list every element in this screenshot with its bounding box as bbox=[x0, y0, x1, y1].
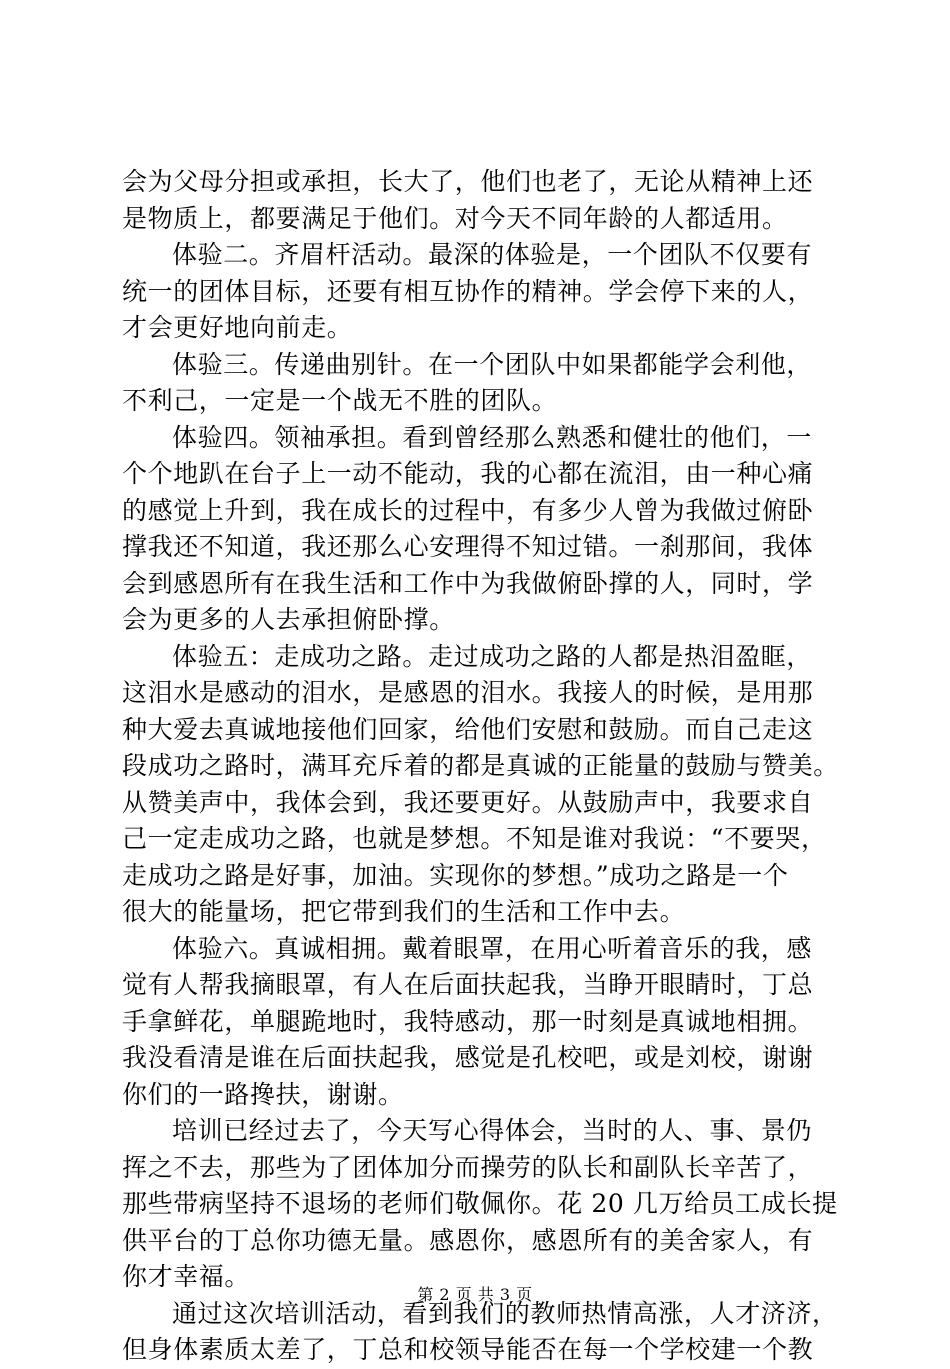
text-line: 统一的团体目标，还要有相互协作的精神。学会停下来的人， bbox=[122, 276, 814, 306]
text-line: 会为父母分担或承担，长大了，他们也老了，无论从精神上还 bbox=[122, 167, 814, 196]
text-line: 体验五：走成功之路。走过成功之路的人都是热泪盈眶， bbox=[172, 641, 813, 671]
text-line: 觉有人帮我摘眼罩，有人在后面扶起我，当睁开眼睛时，丁总 bbox=[122, 970, 814, 999]
text-line: 那些带病坚持不退场的老师们敬佩你。花 20 几万给员工成长提 bbox=[122, 1189, 838, 1218]
text-line: 你们的一路搀扶，谢谢。 bbox=[122, 1079, 404, 1109]
text-line: 个个地趴在台子上一动不能动，我的心都在流泪，由一种心痛 bbox=[122, 459, 814, 488]
text-line: 手拿鲜花，单腿跪地时，我特感动，那一时刻是真诚地相拥。 bbox=[122, 1006, 814, 1036]
text-line: 培训已经过去了，今天写心得体会，当时的人、事、景仍 bbox=[172, 1116, 813, 1145]
text-line: 通过这次培训活动，看到我们的教师热情高涨，人才济济， bbox=[172, 1298, 838, 1328]
text-line: 不利己，一定是一个战无不胜的团队。 bbox=[122, 386, 558, 415]
text-line: 的感觉上升到，我在成长的过程中，有多少人曾为我做过俯卧 bbox=[122, 495, 814, 525]
text-line: 段成功之路时，满耳充斥着的都是真诚的正能量的鼓励与赞美。 bbox=[122, 751, 839, 780]
text-line: 才会更好地向前走。 bbox=[122, 313, 353, 342]
document-body bbox=[122, 164, 837, 1369]
text-line: 但身体素质太差了，丁总和校领导能否在每一个学校建一个教 bbox=[122, 1335, 814, 1364]
text-line: 供平台的丁总你功德无量。感恩你，感恩所有的美舍家人，有 bbox=[122, 1225, 814, 1255]
page-footer: 第 2 页 共 3 页 bbox=[417, 1285, 533, 1304]
text-line: 很大的能量场，把它带到我们的生活和工作中去。 bbox=[122, 897, 686, 926]
text-line: 挥之不去，那些为了团体加分而操劳的队长和副队长辛苦了， bbox=[122, 1152, 814, 1182]
text-line: 体验四。领袖承担。看到曾经那么熟悉和健壮的他们，一 bbox=[172, 422, 813, 452]
text-line: 我没看清是谁在后面扶起我，感觉是孔校吧，或是刘校，谢谢 bbox=[122, 1043, 814, 1072]
text-line: 体验二。齐眉杆活动。最深的体验是，一个团队不仅要有 bbox=[172, 240, 813, 269]
text-line: 撑我还不知道，我还那么心安理得不知过错。一刹那间，我体 bbox=[122, 532, 814, 561]
text-line: 会到感恩所有在我生活和工作中为我做俯卧撑的人，同时，学 bbox=[122, 568, 814, 598]
text-line: 是物质上，都要满足于他们。对今天不同年龄的人都适用。 bbox=[122, 203, 788, 233]
text-line: 这泪水是感动的泪水，是感恩的泪水。我接人的时候，是用那 bbox=[122, 678, 814, 707]
text-line: 你才幸福。 bbox=[122, 1262, 251, 1291]
text-line: 体验六。真诚相拥。戴着眼罩，在用心听着音乐的我，感 bbox=[172, 933, 813, 963]
text-line: 会为更多的人去承担俯卧撑。 bbox=[122, 605, 455, 634]
text-line: 己一定走成功之路，也就是梦想。不知是谁对我说：“不要哭， bbox=[122, 824, 827, 853]
text-line: 种大爱去真诚地接他们回家，给他们安慰和鼓励。而自己走这 bbox=[122, 714, 814, 744]
text-line: 走成功之路是好事，加油。实现你的梦想。”成功之路是一个 bbox=[122, 860, 789, 890]
text-line: 体验三。传递曲别针。在一个团队中如果都能学会利他， bbox=[172, 349, 813, 379]
text-line: 从赞美声中，我体会到，我还要更好。从鼓励声中，我要求自 bbox=[122, 787, 814, 817]
